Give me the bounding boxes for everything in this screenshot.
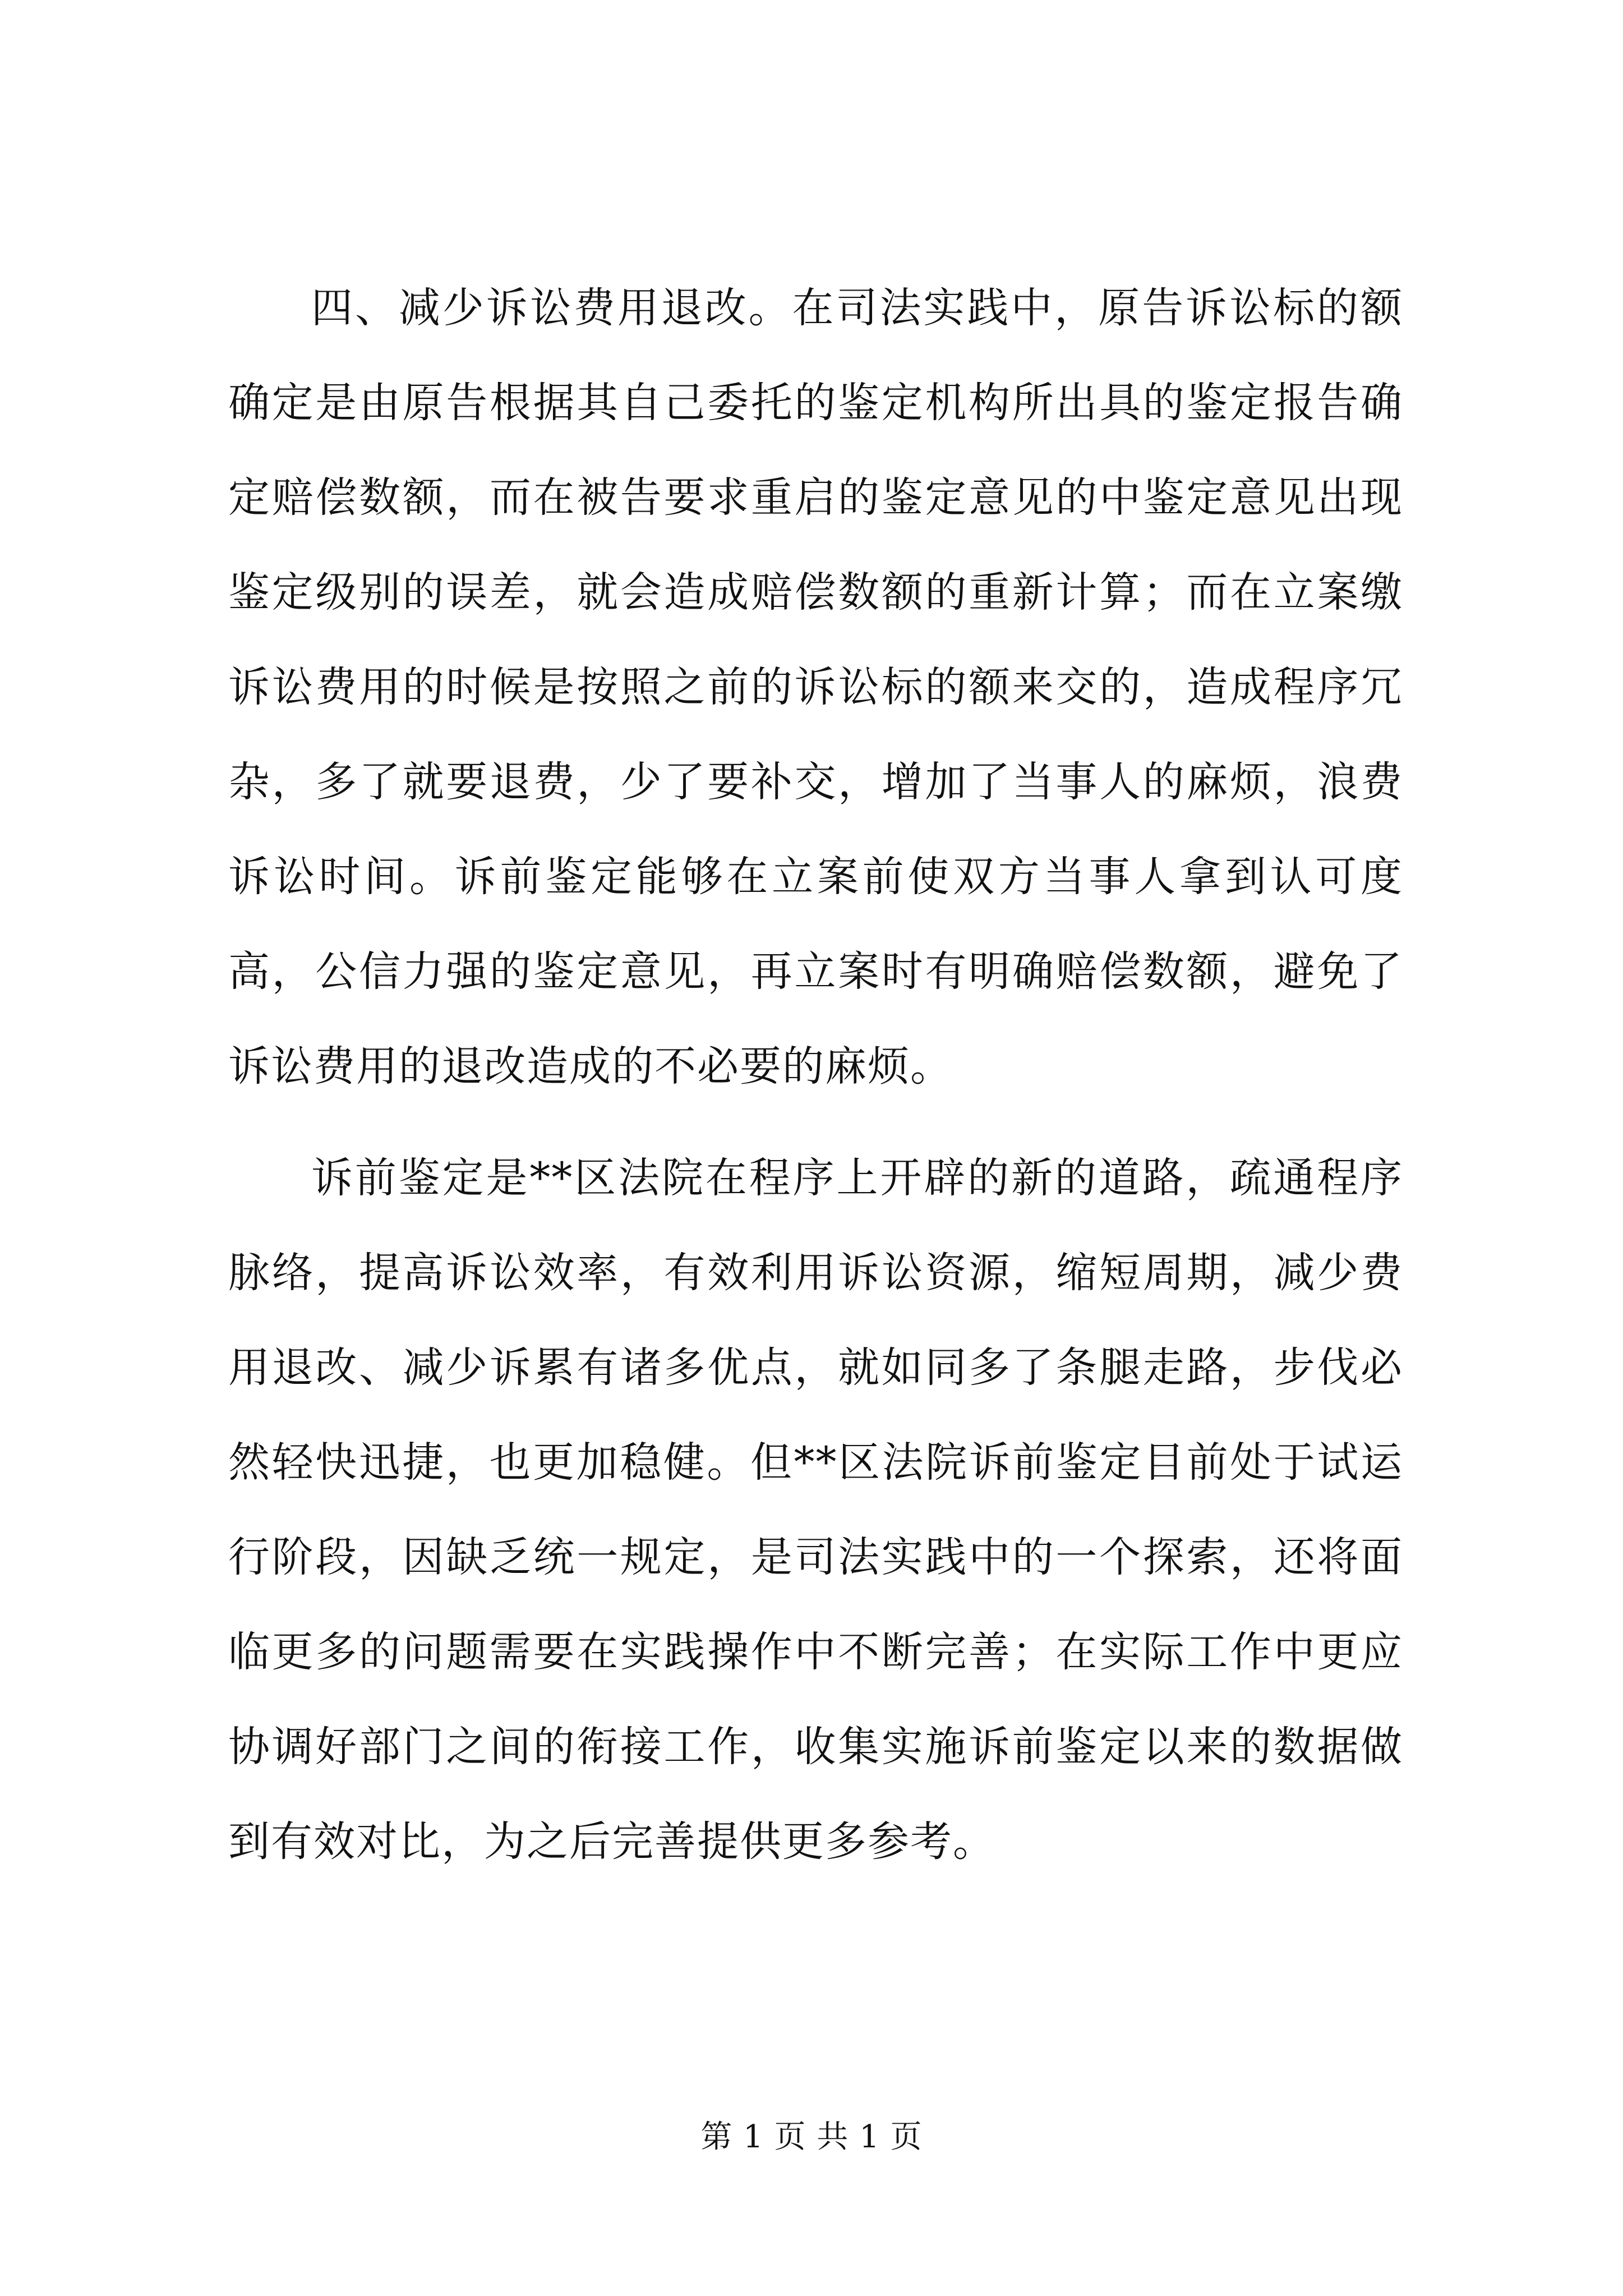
paragraph-2: 诉前鉴定是**区法院在程序上开辟的新的道路，疏通程序脉络，提高诉讼效率，有效利用诉讼资源，缩短周期，减少费用退改、减少诉累有诸多优点，就如同多了条腿走路，步伐必然轻快迅捷，也更加稳健。但**区法院诉前鉴定目前处于试运行阶段，因缺乏统一规定，是司法实践中的一个探索，还将面临更多的问题需要在实践操作中不断完善；在实际工作中更应协调好部门之间的衔接工作，收集实施诉前鉴定以来的数据做到有效对比，为之后完善提供更多参考。 bbox=[228, 1154, 1403, 1866]
page-footer: 第 1 页 共 1 页 bbox=[700, 2119, 923, 2155]
document-body bbox=[228, 261, 1403, 1906]
paragraph-1: 四、减少诉讼费用退改。在司法实践中，原告诉讼标的额确定是由原告根据其自己委托的鉴定机构所出具的鉴定报告确定赔偿数额，而在被告要求重启的鉴定意见的中鉴定意见出现鉴定级别的误差，就会造成赔偿数额的重新计算；而在立案缴诉讼费用的时候是按照之前的诉讼标的额来交的，造成程序冗杂，多了就要退费，少了要补交，增加了当事人的麻烦，浪费诉讼时间。诉前鉴定能够在立案前使双方当事人拿到认可度高，公信力强的鉴定意见，再立案时有明确赔偿数额，避免了诉讼费用的退改造成的不必要的麻烦。 bbox=[228, 284, 1403, 1091]
